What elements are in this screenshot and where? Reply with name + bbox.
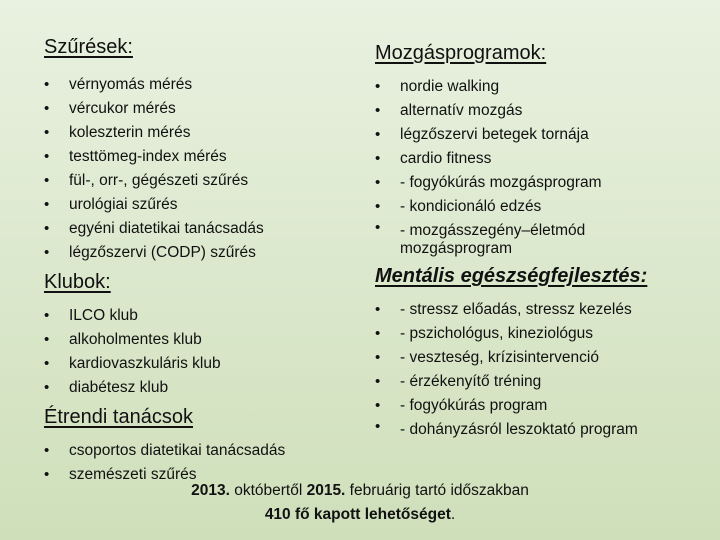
list-item: • - mozgásszegény–életmód mozgásprogram bbox=[375, 219, 650, 259]
list-item: • - stressz előadás, stressz kezelés bbox=[375, 298, 705, 322]
list-item: • fül-, orr-, gégészeti szűrés bbox=[44, 169, 364, 193]
list-item: • csoportos diatetikai tanácsadás bbox=[44, 439, 364, 463]
list-item: • egyéni diatetikai tanácsadás bbox=[44, 217, 364, 241]
summary-line-1 bbox=[0, 479, 720, 503]
list-item: • alternatív mozgás bbox=[375, 99, 705, 123]
clubs-section bbox=[44, 271, 364, 400]
list-item: • szemészeti szűrés bbox=[44, 463, 364, 487]
list-item: • urológiai szűrés bbox=[44, 193, 364, 217]
movement-title: Mozgásprogramok: bbox=[375, 42, 547, 64]
summary-line-2 bbox=[0, 503, 720, 527]
screenings-list bbox=[44, 73, 364, 265]
diet-section bbox=[44, 406, 364, 487]
participant-count: 410 fő bbox=[264, 506, 310, 523]
clubs-list bbox=[44, 304, 364, 400]
list-item: • diabétesz klub bbox=[44, 376, 364, 400]
diet-title: Étrendi tanácsok bbox=[44, 406, 193, 428]
end-year: 2015. bbox=[306, 482, 346, 499]
left-column bbox=[44, 36, 364, 493]
screenings-title: Szűrések: bbox=[44, 36, 133, 58]
mental-list bbox=[375, 298, 705, 440]
list-item: • - dohányzásról leszoktató program bbox=[375, 418, 640, 440]
list-item: • vércukor mérés bbox=[44, 97, 364, 121]
end-text: februárig tartó időszakban bbox=[345, 482, 529, 499]
list-item: • - fogyókúrás mozgásprogram bbox=[375, 171, 705, 195]
clubs-title: Klubok: bbox=[44, 271, 111, 293]
list-item: • cardio fitness bbox=[375, 147, 705, 171]
list-item: • kardiovaszkuláris klub bbox=[44, 352, 364, 376]
list-item: • - érzékenyítő tréning bbox=[375, 370, 705, 394]
period: . bbox=[450, 506, 456, 523]
screenings-section bbox=[44, 36, 364, 265]
list-item: • - veszteség, krízisintervenció bbox=[375, 346, 705, 370]
start-year: 2013. bbox=[191, 482, 230, 499]
list-item: • légzőszervi betegek tornája bbox=[375, 123, 705, 147]
start-text: októbertől bbox=[229, 482, 307, 499]
list-item: • koleszterin mérés bbox=[44, 121, 364, 145]
list-item: • alkoholmentes klub bbox=[44, 328, 364, 352]
right-column bbox=[375, 42, 705, 446]
summary-footer bbox=[0, 479, 720, 527]
list-item: • nordie walking bbox=[375, 75, 705, 99]
list-item: • - fogyókúrás program bbox=[375, 394, 705, 418]
list-item: • légzőszervi (CODP) szűrés bbox=[44, 241, 364, 265]
movement-list bbox=[375, 75, 705, 259]
list-item: • vérnyomás mérés bbox=[44, 73, 364, 97]
list-item: • ILCO klub bbox=[44, 304, 364, 328]
mental-title: Mentális egészségfejlesztés: bbox=[375, 265, 648, 287]
list-item: • testtömeg-index mérés bbox=[44, 145, 364, 169]
movement-section bbox=[375, 42, 705, 259]
mental-section bbox=[375, 265, 705, 440]
list-item: • - pszichológus, kineziológus bbox=[375, 322, 705, 346]
participant-text: kapott lehetőséget bbox=[309, 506, 451, 523]
list-item: • - kondicionáló edzés bbox=[375, 195, 705, 219]
